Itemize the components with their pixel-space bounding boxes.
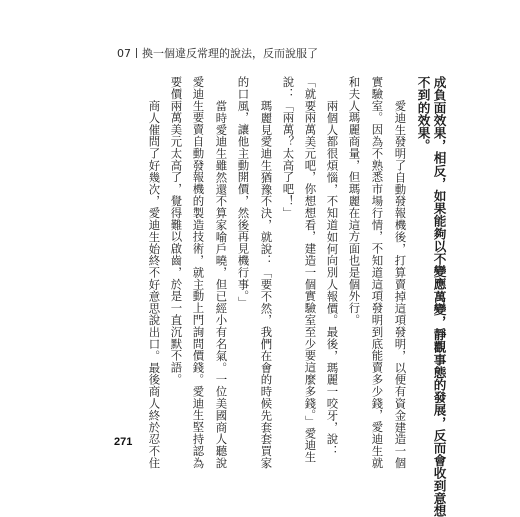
text-column: 要價兩萬美元太高了，覺得難以啟齒，於是一直沉默不語。 <box>169 76 184 386</box>
text-column: 成負面效果，相反，如果能夠以不變應萬變，靜觀事態的發展，反而會收到意想 <box>431 76 447 517</box>
text-column: 說：「兩萬？太高了吧！」 <box>281 76 296 219</box>
page-number: 271 <box>114 436 133 448</box>
text-column: 「就要兩萬美元吧，你想想看，建造一個實驗室至少要這麼多錢。」愛迪生 <box>303 76 318 463</box>
chapter-title: 換一個違反常理的說法，反而說服了 <box>142 47 318 60</box>
text-column: 和夫人瑪麗商量，但瑪麗在這方面也是個外行。 <box>347 76 362 326</box>
text-column: 商人催問了好幾次，愛迪生始終不好意思說出口。最後商人終於忍不住 <box>147 100 162 469</box>
running-header <box>117 45 318 61</box>
text-column: 實驗室。因為不熟悉市場行情，不知道這項發明到底能賣多少錢，愛迪生就 <box>370 76 385 469</box>
text-column: 不到的效果。 <box>415 76 431 152</box>
text-column: 當時愛迪生雖然還不算家喻戶曉，但已經小有名氣。一位美國商人聽說 <box>214 100 229 469</box>
chapter-number: 07 <box>117 47 131 60</box>
text-column: 愛迪生要賣自動發報機的製造技術，就主動上門詢問價錢。愛迪生堅持認為 <box>191 76 206 469</box>
text-column: 的口風，讓他主動開價，然後再見機行事。」 <box>236 76 251 309</box>
text-column: 兩個人都很煩惱，不知道如何向別人報價。最後，瑪麗一咬牙，說： <box>325 100 340 457</box>
header-divider <box>136 48 137 58</box>
text-column: 愛迪生發明了自動發報機後，打算賣掉這項發明，以便有資金建造一個 <box>393 100 408 469</box>
text-column: 瑪麗見愛迪生猶豫不決，就說：「要不然，我們在會的時候先套套買家 <box>259 100 274 469</box>
